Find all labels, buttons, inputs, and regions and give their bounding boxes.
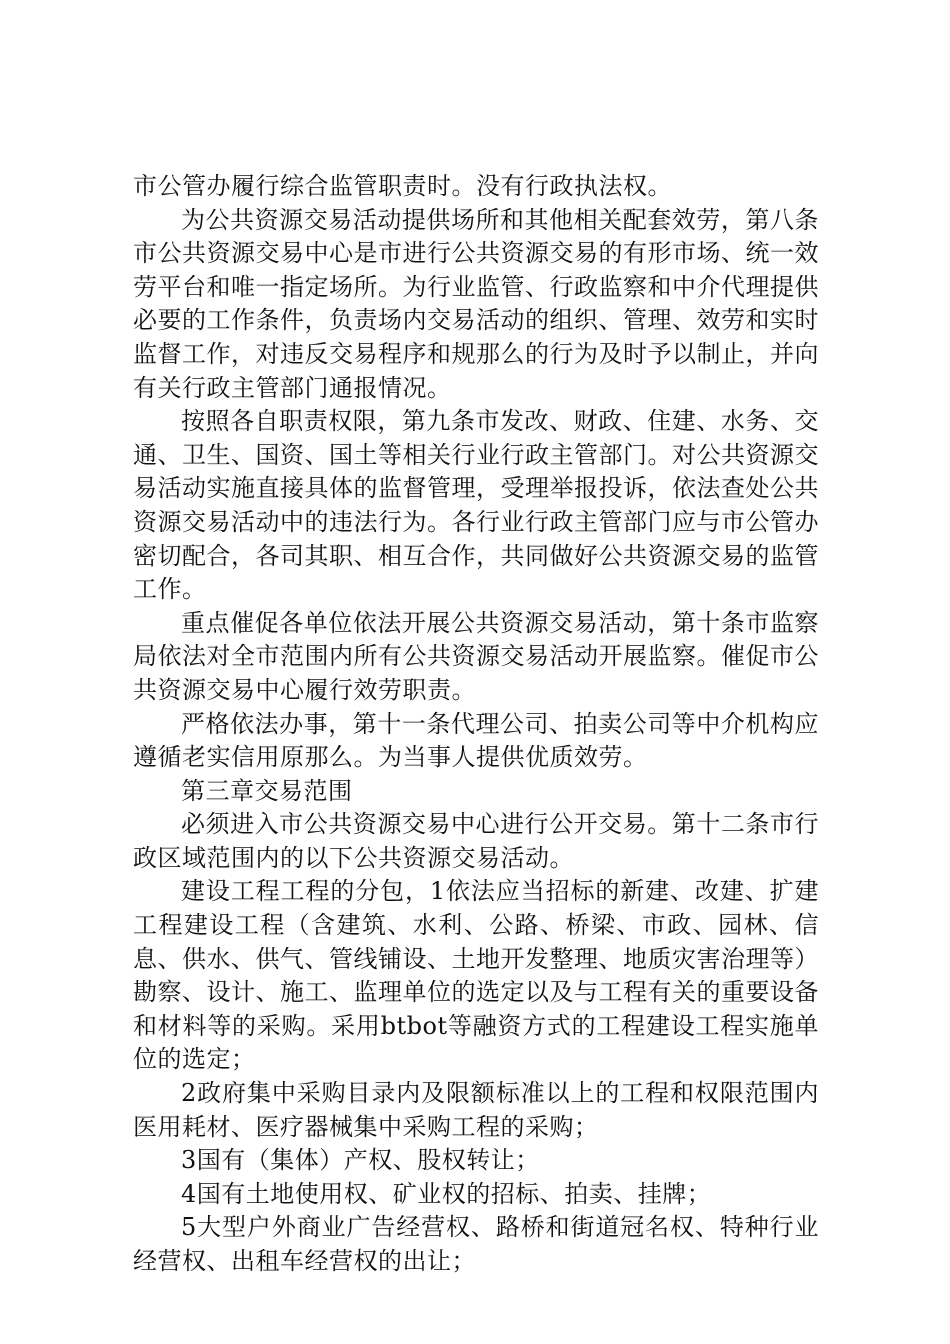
paragraph: 按照各自职责权限，第九条市发改、财政、住建、水务、交通、卫生、国资、国土等相关行业行政主管部门。对公共资源交易活动实施直接具体的监督管理，受理举报投诉，依法查处公共资源交易活动中的违法行为。各行业行政主管部门应与市公管办密切配合，各司其职、相互合作，共同做好公共资源交易的监管工作。 (133, 407, 819, 604)
list-item: 3国有（集体）产权、股权转让； (181, 1146, 540, 1175)
paragraph: 为公共资源交易活动提供场所和其他相关配套效劳，第八条市公共资源交易中心是市进行公共资源交易的有形市场、统一效劳平台和唯一指定场所。为行业监管、行政监察和中介代理提供必要的工作条件，负责场内交易活动的组织、管理、效劳和实时监督工作，对违反交易程序和规那么的行为及时予以制止，并向有关行政主管部门通报情况。 (133, 205, 819, 402)
paragraph: 严格依法办事，第十一条代理公司、拍卖公司等中介机构应遵循老实信用原那么。为当事人提供优质效劳。 (133, 709, 819, 772)
paragraph: 重点催促各单位依法开展公共资源交易活动，第十条市监察局依法对全市范围内所有公共资源交易活动开展监察。催促市公共资源交易中心履行效劳职责。 (133, 608, 819, 704)
list-item: 5大型户外商业广告经营权、路桥和街道冠名权、特种行业经营权、出租车经营权的出让； (133, 1213, 819, 1275)
document-body (133, 170, 819, 1279)
list-item: 4国有土地使用权、矿业权的招标、拍卖、挂牌； (181, 1179, 712, 1208)
chapter-heading: 第三章交易范围 (181, 776, 353, 805)
list-item: 2政府集中采购目录内及限额标准以上的工程和权限范围内医用耗材、医疗器械集中采购工程的采购； (133, 1079, 819, 1141)
paragraph: 建设工程工程的分包，1依法应当招标的新建、改建、扩建工程建设工程（含建筑、水利、公路、桥梁、市政、园林、信息、供水、供气、管线铺设、土地开发整理、地质灾害治理等）勘察、设计、施工、监理单位的选定以及与工程有关的重要设备和材料等的采购。采用btbot等融资方式的工程建设工程实施单位的选定； (133, 877, 819, 1074)
paragraph: 市公管办履行综合监管职责时。没有行政执法权。 (133, 172, 672, 200)
paragraph: 必须进入市公共资源交易中心进行公开交易。第十二条市行政区域范围内的以下公共资源交易活动。 (133, 810, 819, 872)
